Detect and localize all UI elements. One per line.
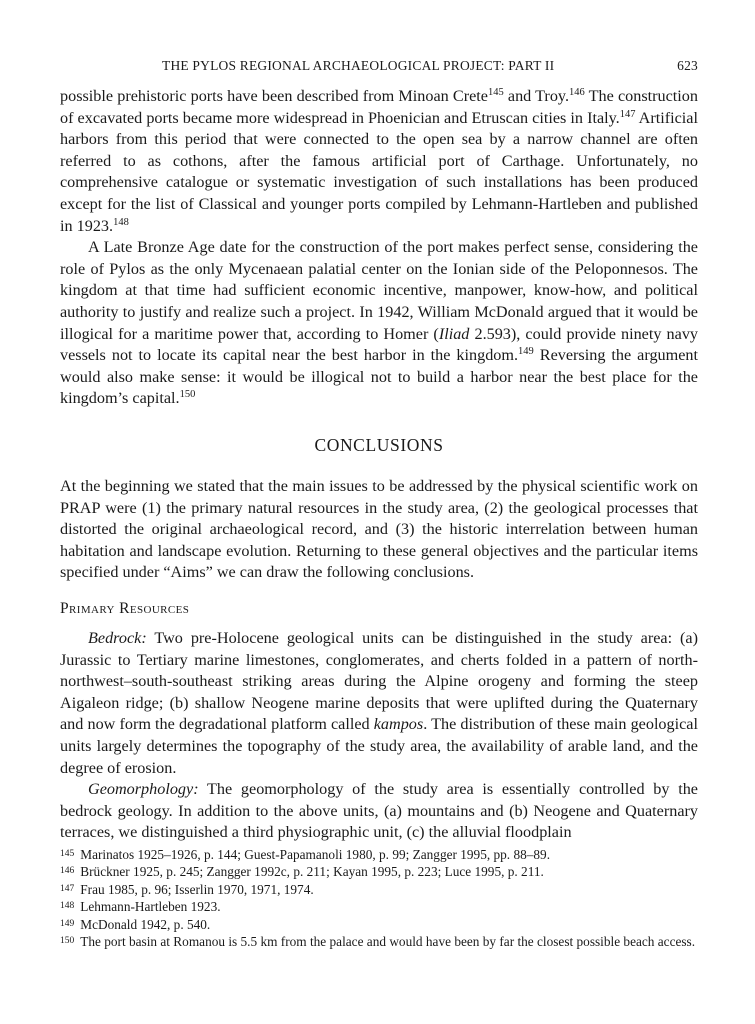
paragraph-bronze-age <box>60 237 698 410</box>
footnote-text: McDonald 1942, p. 540. <box>80 916 211 932</box>
iliad-title: Iliad <box>438 324 470 343</box>
footnote-text: Brückner 1925, p. 245; Zangger 1992c, p. 211; Kayan 1995, p. 223; Luce 1995, p. 211. <box>80 864 544 880</box>
footnote-ref-146: 146 <box>569 87 585 98</box>
text-run: Reversing the argument would also make sense: it would be illogical not to build a harbor near the best place for the kingdom’s capital. <box>60 346 699 408</box>
section-heading-conclusions: CONCLUSIONS <box>314 435 444 455</box>
footnote-ref-149: 149 <box>518 346 534 358</box>
footnote-text: Lehmann-Hartleben 1923. <box>80 899 221 915</box>
footnote-number: 145 <box>60 849 75 859</box>
footnote-number: 150 <box>60 936 75 947</box>
conclusions-text <box>60 476 698 584</box>
text-run: and Troy. <box>503 87 570 105</box>
footnote-number: 148 <box>60 901 75 912</box>
text-run: . The distribution of these main geological units largely determines the topography of the study area, the availability of arable land, and the degree of erosion. <box>60 715 698 777</box>
footnote-146 <box>60 863 698 880</box>
text-run: Artificial harbors from this period that were connected to the open sea by a narrow channel are often referred to as cothons, after the famous artificial port of Carthage. Unfortunately, no comprehensive catalogue or systematic investigation of such installations has been produced except for the list of Classical and younger ports compiled by Lehmann-Hartleben and published in 1923. <box>60 108 698 235</box>
footnote-ref-148: 148 <box>113 216 129 228</box>
footnote-147 <box>60 881 698 898</box>
body-text <box>60 86 698 410</box>
page-number: 623 <box>677 58 698 73</box>
paragraph-conclusions-intro: At the beginning we stated that the main issues to be addressed by the physical scientific work on PRAP were (1) the primary natural resources in the study area, (2) the geological processes that distorted the original archaeological record, and (3) the historic interrelation between human habitation and landscape evolution. Returning to these general objectives and the particular items specified under “Aims” we can draw the following conclusions. <box>60 477 698 582</box>
text-run: Two pre-Holocene geological units can be distinguished in the study area: (a) Jurassic to Tertiary marine limestones, conglomerates, and cherts folded in a pattern of north-northwest–south-southeast striking areas during the Alpine orogeny and forming the steep Aigaleon ridge; (b) shallow Neogene marine deposits that were uplifted during the Quaternary and now form the degradational platform called <box>60 629 698 734</box>
text-run: The construction of excavated ports became more widespread in Phoenician and Etruscan cities in Italy. <box>60 87 698 127</box>
footnote-number: 146 <box>60 866 75 877</box>
paragraph-ports <box>60 86 698 237</box>
text-run: The geomorphology of the study area is essentially controlled by the bedrock geology. In addition to the above units, (a) mountains and (b) Neogene and Quaternary terraces, we distinguished a third physiographic unit, (c) the alluvial floodplain <box>60 780 698 842</box>
footnote-number: 149 <box>60 918 75 929</box>
primary-resources-text <box>60 628 698 844</box>
footnote-number: 147 <box>60 883 75 894</box>
footnote-145 <box>60 846 698 863</box>
text-run: possible prehistoric ports have been described from Minoan Crete <box>60 87 488 105</box>
subsection-heading-primary-resources: Primary Resources <box>60 600 190 617</box>
geomorphology-label: Geomorphology: <box>88 780 199 799</box>
paragraph-geomorphology <box>60 779 698 844</box>
footnote-150 <box>60 933 698 950</box>
running-title: THE PYLOS REGIONAL ARCHAEOLOGICAL PROJECT: PART II <box>162 58 555 73</box>
text-run: 2.593), could provide ninety navy vessels not to locate its capital near the best harbor in the kingdom. <box>60 324 699 365</box>
footnote-text: The port basin at Romanou is 5.5 km from the palace and would have been by far the closest possible beach access. <box>80 934 696 950</box>
footnote-text: Frau 1985, p. 96; Isserlin 1970, 1971, 1974. <box>80 881 314 897</box>
footnote-148 <box>60 898 698 915</box>
footnote-text: Marinatos 1925–1926, p. 144; Guest-Papamanoli 1980, p. 99; Zangger 1995, pp. 88–89. <box>80 847 551 862</box>
bedrock-label: Bedrock: <box>88 629 147 647</box>
footnote-149 <box>60 916 698 933</box>
footnotes <box>60 846 698 950</box>
text-run: A Late Bronze Age date for the construction of the port makes perfect sense, considering the role of Pylos as the only Mycenaean palatial center on the Ionian side of the Peloponnesos. The kingdom at that time had sufficient economic incentive, manpower, know-how, and political authority to justify and realize such a project. In 1942, William McDonald argued that it would be illogical for a maritime power that, according to Homer ( <box>60 238 698 343</box>
footnote-ref-145: 145 <box>487 87 504 98</box>
footnote-ref-147: 147 <box>619 108 636 120</box>
paragraph-bedrock <box>60 628 698 779</box>
kampos-term: kampos <box>373 715 424 734</box>
footnote-ref-150: 150 <box>179 389 196 401</box>
